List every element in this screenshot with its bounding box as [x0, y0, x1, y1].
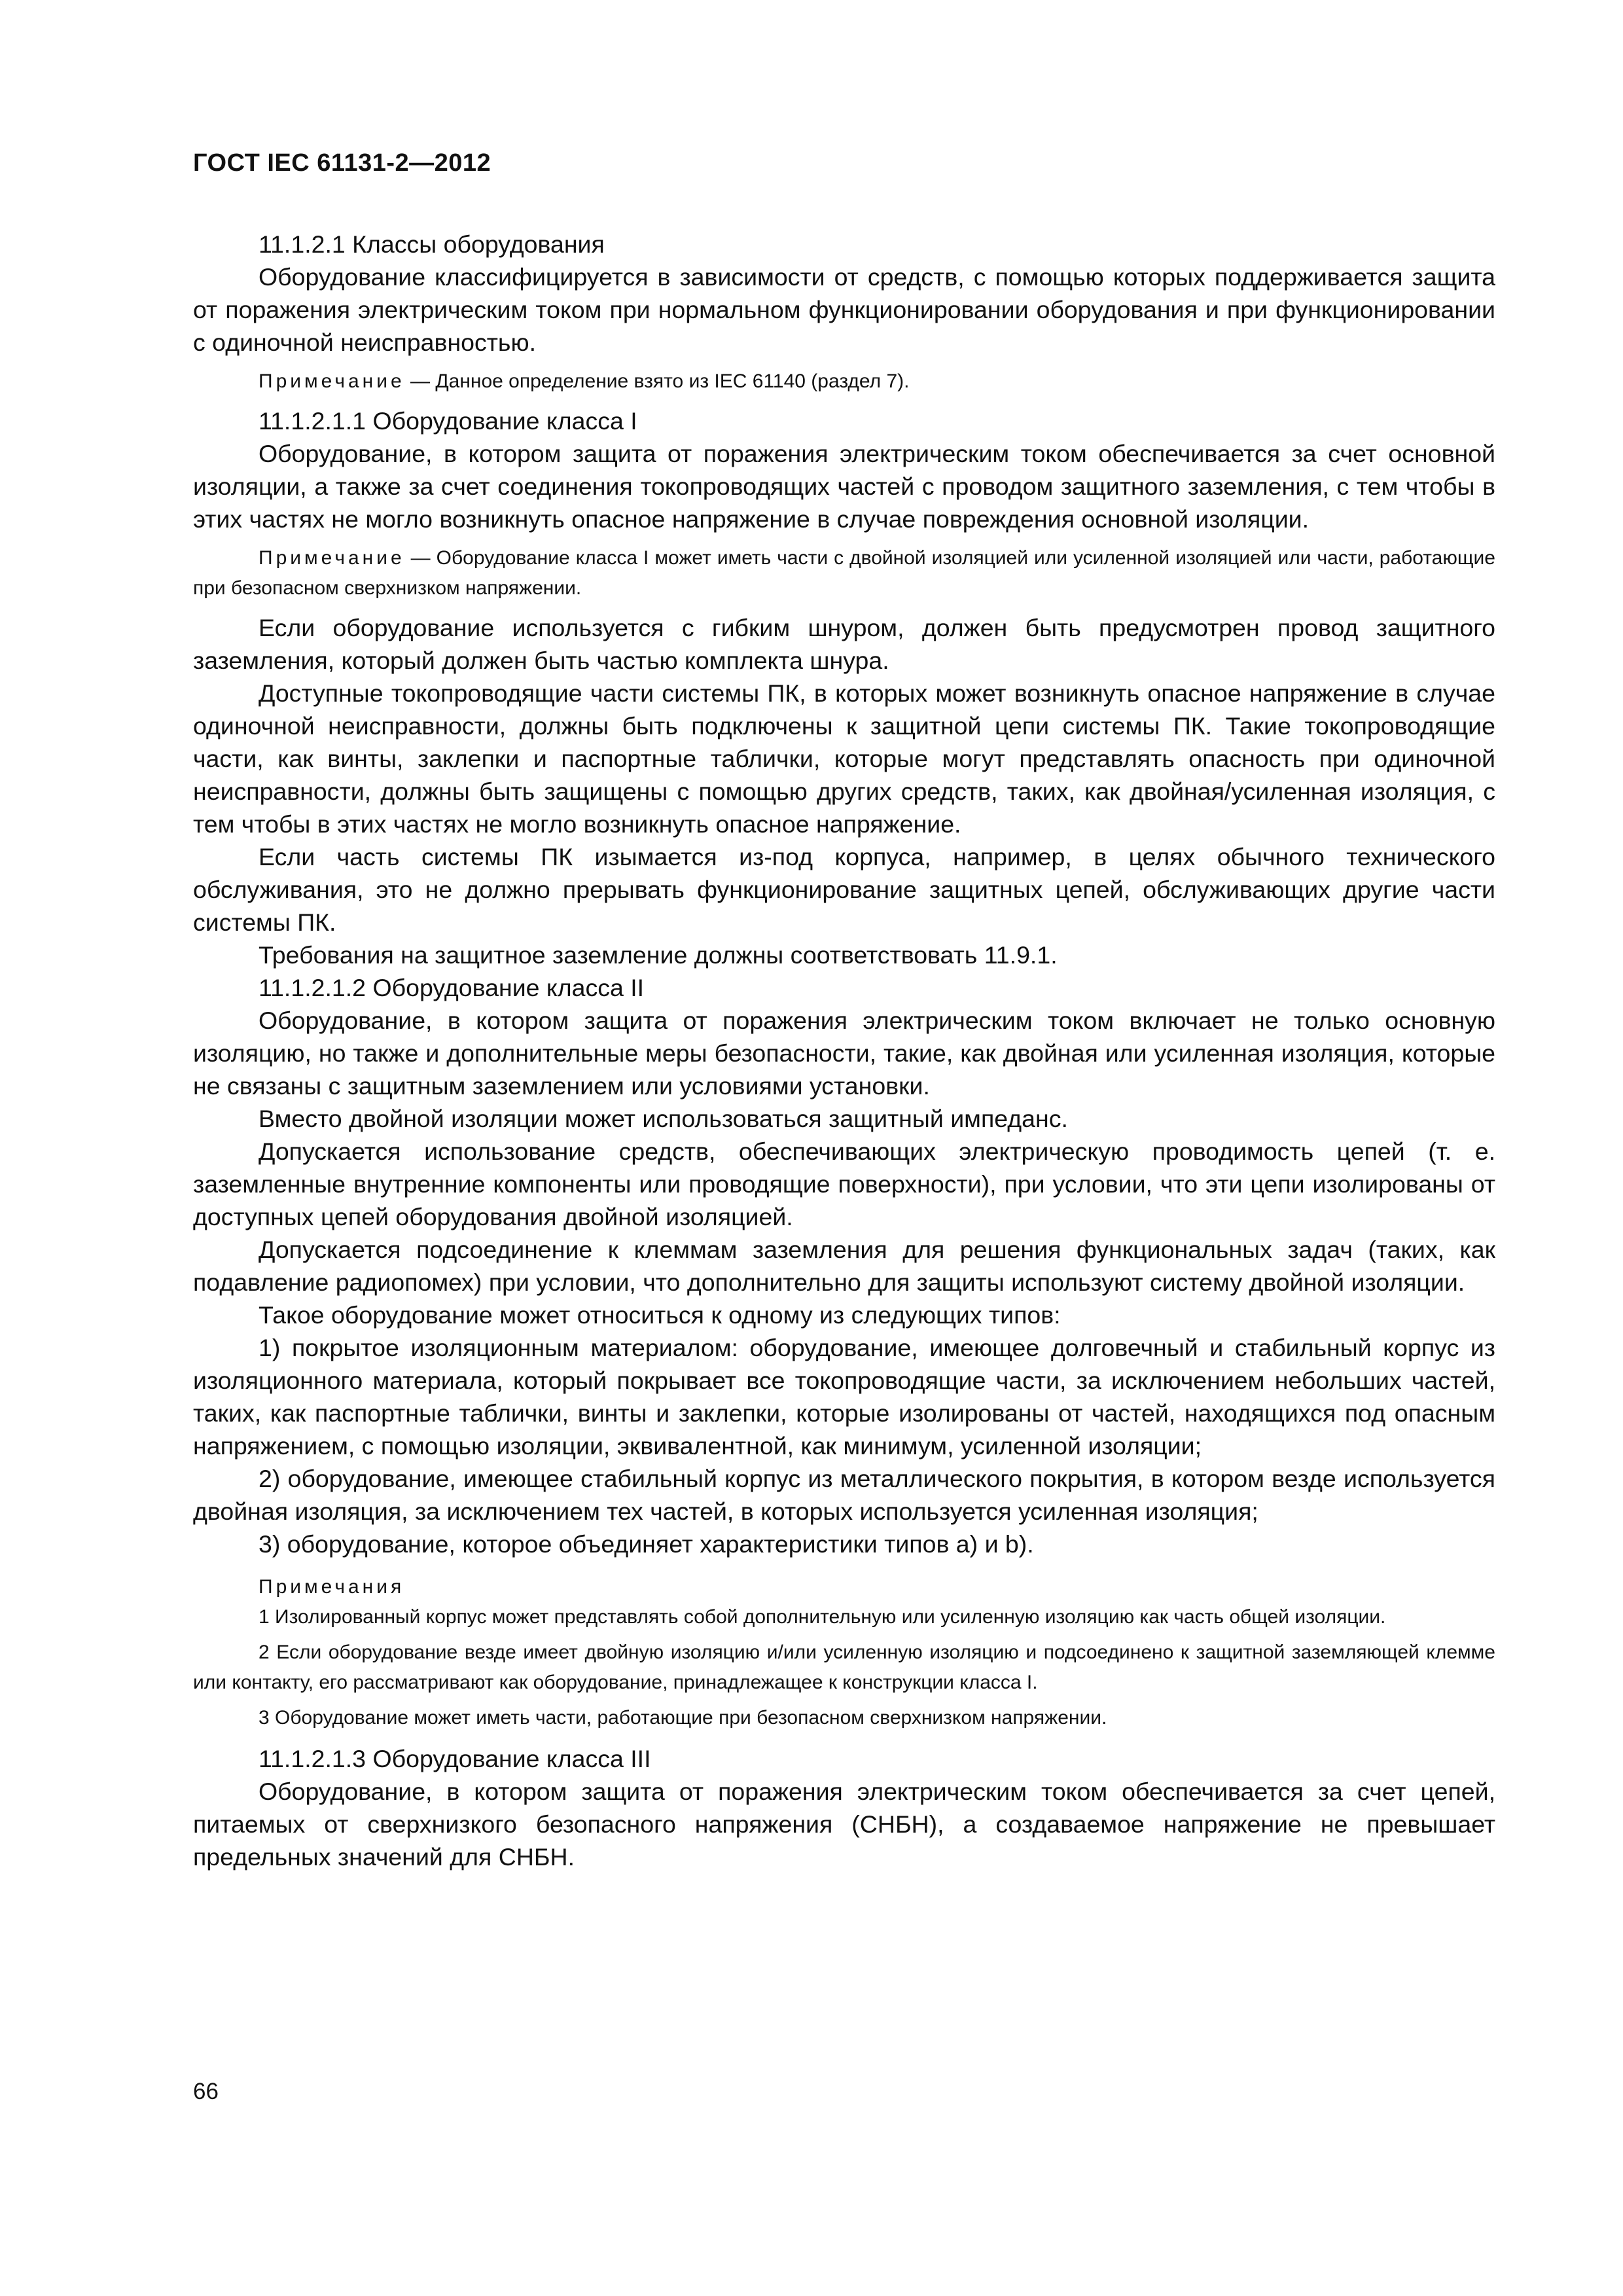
- paragraph: Если оборудование используется с гибким шнуром, должен быть предусмотрен провод защитного заземления, который должен быть частью комплекта шнура.: [193, 614, 1495, 674]
- paragraph: Такое оборудование может относиться к одному из следующих типов:: [259, 1301, 1061, 1329]
- list-item: 3) оборудование, которое объединяет характеристики типов a) и b).: [259, 1530, 1034, 1558]
- note-item: 3 Оборудование может иметь части, работающие при безопасном сверхнизком напряжении.: [259, 1707, 1107, 1729]
- page-number: 66: [193, 2079, 219, 2104]
- section-heading: 11.1.2.1.2 Оборудование класса II: [259, 974, 645, 1001]
- section-heading: 11.1.2.1 Классы оборудования: [259, 230, 605, 258]
- note-label: Примечание: [259, 547, 405, 569]
- note-text: — Данное определение взято из IEC 61140 (раздел 7).: [410, 370, 910, 392]
- paragraph: Оборудование, в котором защита от поражения электрическим током включает не только основную изоляцию, но также и дополнительные меры безопасности, такие, как двойная или усиленная изоляция, которые не связаны с защитным заземлением или условиями установки.: [193, 1007, 1495, 1100]
- paragraph: Допускается подсоединение к клеммам заземления для решения функциональных задач (таких, как подавление радиопомех) при условии, что дополнительно для защиты используют систему двойной изоляции.: [193, 1236, 1495, 1296]
- paragraph: Оборудование, в котором защита от поражения электрическим током обеспечивается за счет основной изоляции, а также за счет соединения токопроводящих частей с проводом защитного заземления, с тем чтобы в этих частях не могло возникнуть опасное напряжение в случае повреждения основной изоляции.: [193, 440, 1495, 533]
- note-label: Примечание: [259, 370, 405, 392]
- paragraph: Требования на защитное заземление должны соответствовать 11.9.1.: [259, 941, 1058, 969]
- note-item: 2 Если оборудование везде имеет двойную изоляцию и/или усиленную изоляцию и подсоединено к защитной заземляющей клемме или контакту, его рассматривают как оборудование, принадлежащее к конструкции класса I.: [193, 1641, 1495, 1693]
- paragraph: Допускается использование средств, обеспечивающих электрическую проводимость цепей (т. е. заземленные внутренние компоненты или проводящие поверхности), при условии, что эти цепи изолированы от доступных цепей оборудования двойной изоляцией.: [193, 1138, 1495, 1230]
- section-heading: 11.1.2.1.3 Оборудование класса III: [259, 1745, 651, 1772]
- standard-designation: ГОСТ IEC 61131-2—2012: [193, 149, 491, 177]
- note: [193, 543, 1495, 603]
- list-item: 1) покрытое изоляционным материалом: оборудование, имеющее долговечный и стабильный корпус из изоляционного материала, который покрывает все токопроводящие части, за исключением небольших частей, таких, как паспортные таблички, винты и заклепки, которые изолированы от частей, находящихся под опасным напряжением, с помощью изоляции, эквивалентной, как минимум, усиленной изоляции;: [193, 1334, 1495, 1460]
- note: [193, 367, 1495, 397]
- notes-label: Примечания: [259, 1576, 405, 1598]
- paragraph: Если часть системы ПК изымается из-под корпуса, например, в целях обычного технического обслуживания, это не должно прерывать функционирование защитных цепей, обслуживающих другие части системы ПК.: [193, 843, 1495, 936]
- note-item: 1 Изолированный корпус может представлять собой дополнительную или усиленную изоляцию как часть общей изоляции.: [259, 1606, 1386, 1628]
- paragraph: Вместо двойной изоляции может использоваться защитный импеданс.: [259, 1105, 1068, 1132]
- paragraph: Оборудование классифицируется в зависимости от средств, с помощью которых поддерживается защита от поражения электрическим током при нормальном функционировании оборудования и при функционировании с одиночной неисправностью.: [193, 263, 1495, 356]
- note-text: — Оборудование класса I может иметь части с двойной изоляцией или усиленной изоляцией или части, работающие при безопасном сверхнизком напряжении.: [193, 547, 1495, 599]
- document-body: [193, 228, 1495, 1873]
- notes-heading: [193, 1572, 1495, 1602]
- list-item: 2) оборудование, имеющее стабильный корпус из металлического покрытия, в котором везде используется двойная изоляция, за исключением тех частей, в которых используется усиленная изоляция;: [193, 1465, 1495, 1525]
- section-heading: 11.1.2.1.1 Оборудование класса I: [259, 407, 637, 435]
- paragraph: Доступные токопроводящие части системы ПК, в которых может возникнуть опасное напряжение в случае одиночной неисправности, должны быть подключены к защитной цепи системы ПК. Такие токопроводящие части, как винты, заклепки и паспортные таблички, которые могут представлять опасность при одиночной неисправности, должны быть защищены с помощью других средств, таких, как двойная/усиленная изоляция, с тем чтобы в этих частях не могло возникнуть опасное напряжение.: [193, 679, 1495, 838]
- paragraph: Оборудование, в котором защита от поражения электрическим током обеспечивается за счет цепей, питаемых от сверхнизкого безопасного напряжения (СНБН), а создаваемое напряжение не превышает предельных значений для СНБН.: [193, 1778, 1495, 1871]
